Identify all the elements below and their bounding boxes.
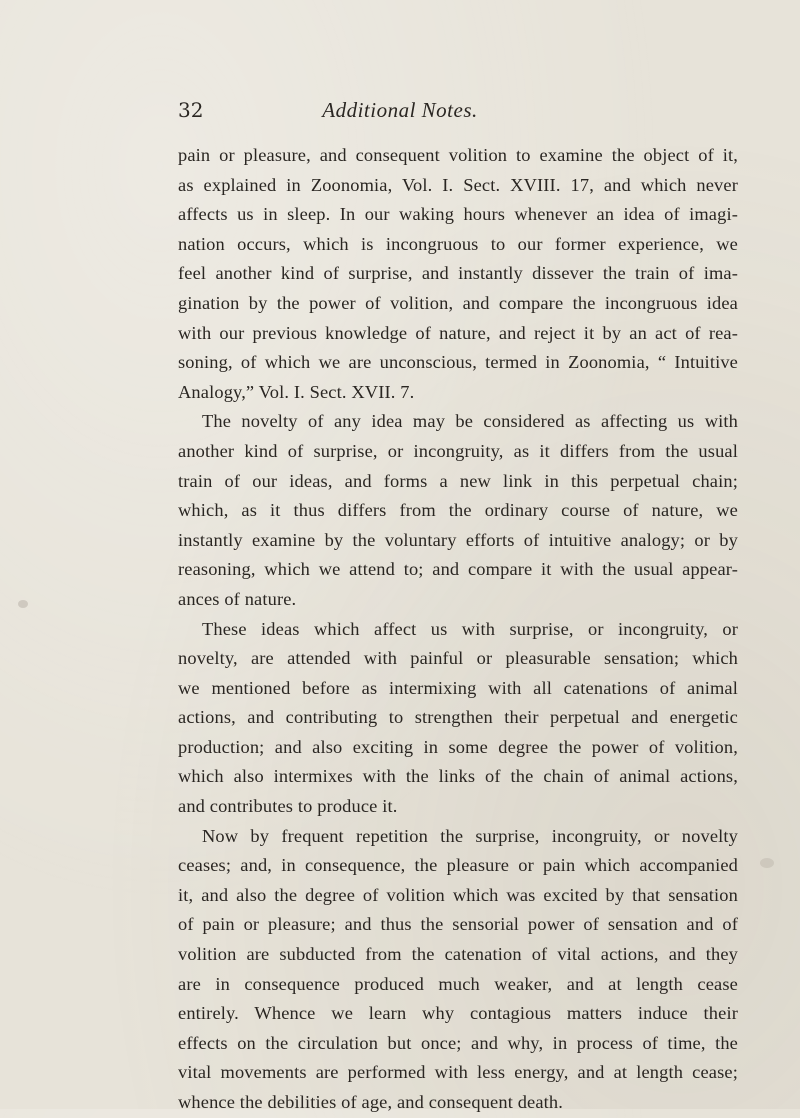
text-line: as explained in Zoonomia, Vol. I. Sect. XVIII. 17, and which never [178,174,738,195]
text-line: reasoning, which we attend to; and compare it with the usual appear- [178,559,738,580]
text-line: production; and also exciting in some degree the power of volition, [178,736,738,757]
text-line: of pain or pleasure; and thus the sensorial power of sensation and of [178,914,738,935]
running-title: Additional Notes. [322,98,478,122]
text-line: gination by the power of volition, and compare the incongruous idea [178,292,738,313]
text-line: are in consequence produced much weaker, and at length cease [178,973,738,994]
text-line: entirely. Whence we learn why contagious matters induce their [178,1003,738,1024]
text-line: ances of nature. [178,588,297,609]
running-head [0,98,800,128]
text-line: which also intermixes with the links of the chain of animal actions, [178,766,738,787]
text-line: Now by frequent repetition the surprise, incongruity, or novelty [202,825,738,846]
text-line: These ideas which affect us with surprise, or incongruity, or [202,618,738,639]
text-line: soning, of which we are unconscious, termed in Zoonomia, “ Intuitive [178,352,738,373]
text-line: another kind of surprise, or incongruity, as it differs from the usual [178,440,738,461]
text-line: feel another kind of surprise, and instantly dissever the train of ima- [178,263,738,284]
text-line: effects on the circulation but once; and why, in process of time, the [178,1032,738,1053]
text-line: whence the debilities of age, and consequent death. [178,1092,564,1112]
paper-stain [18,600,28,608]
text-line: ceases; and, in consequence, the pleasure or pain which accompanied [178,855,738,876]
text-line: pain or pleasure, and consequent volition to examine the object of it, [178,145,738,165]
body-text [178,141,738,1118]
text-line: The novelty of any idea may be considered as affecting us with [202,411,738,432]
text-line: affects us in sleep. In our waking hours whenever an idea of imagi- [178,204,738,225]
page-number: 32 [178,98,204,122]
paper-stain [760,858,774,868]
text-line: volition are subducted from the catenation of vital actions, and they [178,944,738,965]
text-line: with our previous knowledge of nature, and reject it by an act of rea- [178,322,738,343]
text-line: we mentioned before as intermixing with all catenations of animal [178,677,738,698]
text-line: nation occurs, which is incongruous to our former experience, we [178,233,738,254]
text-line: train of our ideas, and forms a new link in this perpetual chain; [178,470,738,491]
text-line: instantly examine by the voluntary efforts of intuitive analogy; or by [178,529,738,550]
text-line: actions, and contributing to strengthen their perpetual and energetic [178,707,738,728]
text-line: Analogy,” Vol. I. Sect. XVII. 7. [178,381,415,402]
text-line: novelty, are attended with painful or pleasurable sensation; which [178,648,738,669]
text-line: vital movements are performed with less energy, and at length cease; [178,1062,738,1083]
text-line: and contributes to produce it. [178,796,398,817]
text-line: it, and also the degree of volition which was excited by that sensation [178,884,738,905]
text-line: which, as it thus differs from the ordinary course of nature, we [178,500,738,521]
